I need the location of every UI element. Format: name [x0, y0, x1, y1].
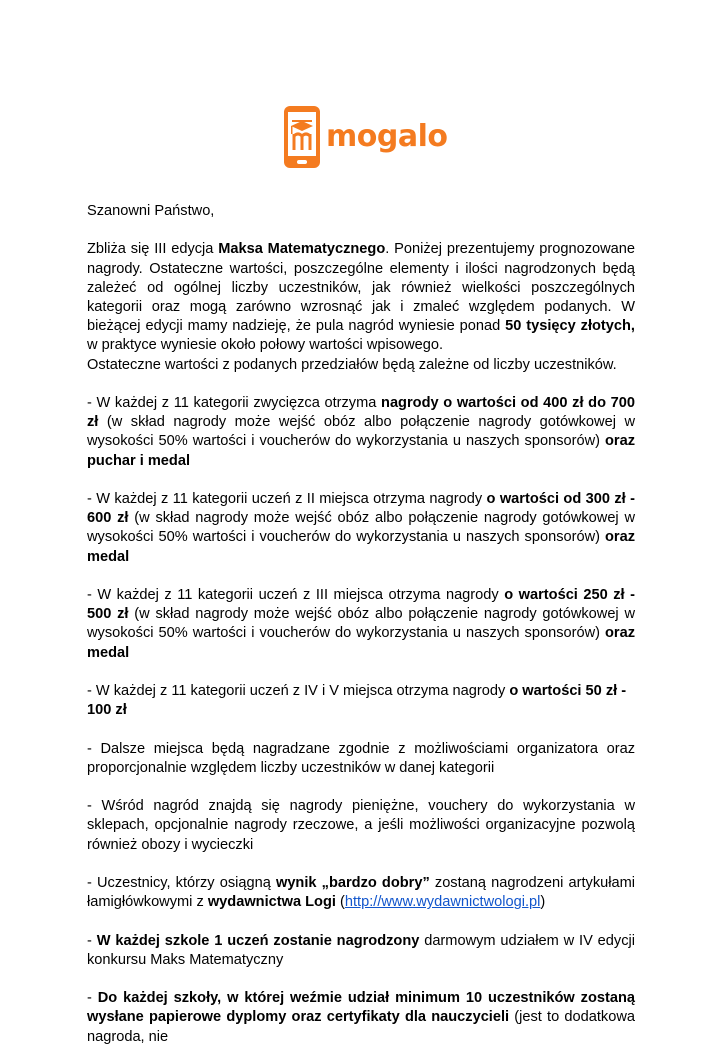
very-good-result: - Uczestnicy, którzy osiągną wynik „bardzo dobry” zostaną nagrodzeni artykułami łamigłówkowymi z wydawnictwa Logi (http://www.wydawnictwologi.pl): [87, 874, 635, 911]
diplomas-note: - Do każdej szkoły, w której weźmie udział minimum 10 uczestników zostaną wysłane papierowe dyplomy oraz certyfikaty dla nauczycieli (jest to dodatkowa nagroda, nie: [87, 990, 635, 1045]
school-prize: - W każdej szkole 1 uczeń zostanie nagrodzony darmowym udziałem w IV edycji konkursu Maks Matematyczny: [87, 932, 635, 968]
prize-first-place: - W każdej z 11 kategorii zwycięzca otrzyma nagrody o wartości od 400 zł do 700 zł (w skład nagrody może wejść obóz albo połączenie nagrody gotówkowej w wysokości 50% wartości i voucherów do wykorzystania u naszych sponsorów) oraz puchar i medal: [87, 395, 635, 469]
brand-name: mogalo: [326, 118, 448, 154]
letter-body: [87, 202, 635, 1047]
intro-note: Ostateczne wartości z podanych przedziałów będą zależne od liczby uczestników.: [87, 356, 617, 373]
intro-paragraph: Zbliża się III edycja Maksa Matematycznego. Poniżej prezentujemy prognozowane nagrody. Ostateczne wartości, poszczególne elementy i ilości nagrodzonych będą zależeć od ogólnej liczby uczestników, jak również wielkości poszczególnych kategorii oraz mogą zarówno wzrosnąć jak i zmaleć względem podanych. W bieżącej edycji mamy nadzieję, że pula nagród wyniesie ponad 50 tysięcy złotych, w praktyce wyniesie około połowy wartości wpisowego.: [87, 241, 635, 354]
prize-fourth-fifth-place: - W każdej z 11 kategorii uczeń z IV i V miejsca otrzyma nagrody o wartości 50 zł - 100 zł: [87, 683, 627, 719]
prize-types: - Wśród nagród znajdą się nagrody pieniężne, vouchery do wykorzystania w sklepach, opcjonalnie nagrody rzeczowe, a jeśli możliwości organizacyjne pozwolą również obozy i wycieczki: [87, 798, 635, 853]
greeting: Szanowni Państwo,: [87, 203, 215, 219]
further-places: - Dalsze miejsca będą nagradzane zgodnie z możliwościami organizatora oraz proporcjonalnie względem liczby uczestników w danej kategorii: [87, 740, 635, 776]
prize-third-place: - W każdej z 11 kategorii uczeń z III miejsca otrzyma nagrody o wartości 250 zł - 500 zł (w skład nagrody może wejść obóz albo połączenie nagrody gotówkowej w wysokości 50% wartości i voucherów do wykorzystania u naszych sponsorów) oraz medal: [87, 587, 635, 661]
prize-second-place: - W każdej z 11 kategorii uczeń z II miejsca otrzyma nagrody o wartości od 300 zł - 600 zł (w skład nagrody może wejść obóz albo połączenie nagrody gotówkowej w wysokości 50% wartości i voucherów do wykorzystania u naszych sponsorów) oraz medal: [87, 491, 635, 565]
phone-graduation-cap-icon: [284, 106, 320, 168]
mogalo-logo: [284, 96, 454, 178]
publisher-link[interactable]: http://www.wydawnictwologi.pl: [344, 894, 541, 911]
